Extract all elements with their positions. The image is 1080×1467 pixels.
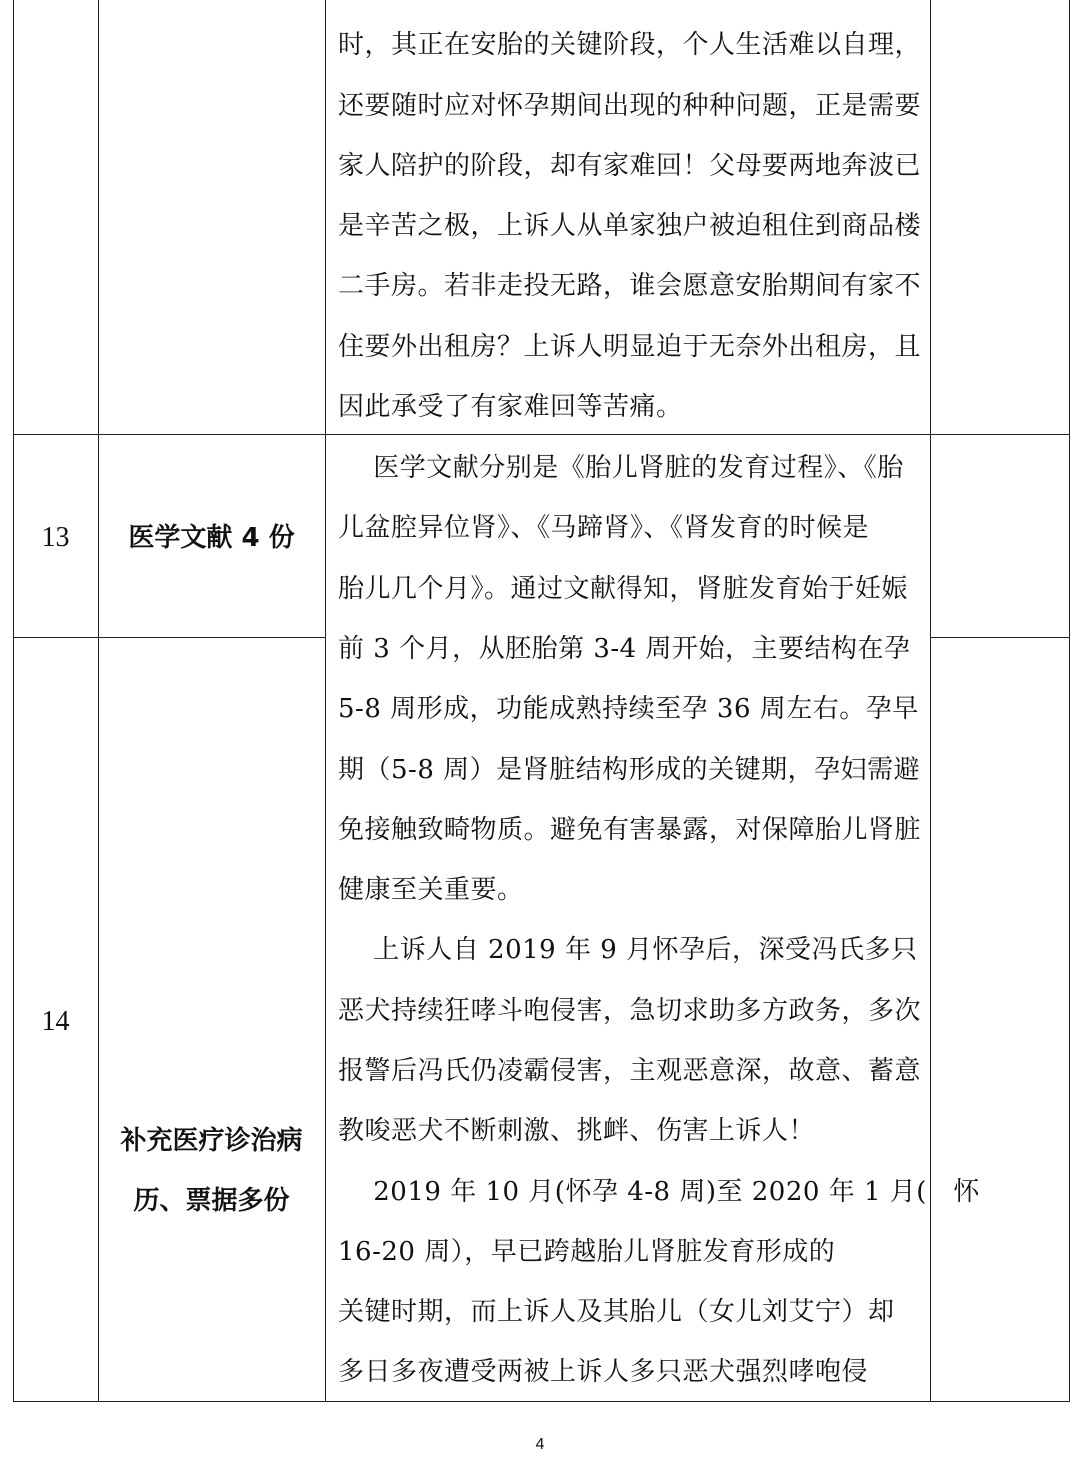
cell-text-line: 教唆恶犬不断刺激、挑衅、伤害上诉人！ (338, 1116, 816, 1146)
cell-text-line: 上诉人自 2019 年 9 月怀孕后，深受冯氏多只 (338, 935, 918, 965)
cell-text-line: 报警后冯氏仍凌霸侵害，主观恶意深，故意、蓄意 (338, 1056, 922, 1086)
cell-text-line: 多日多夜遭受两被上诉人多只恶犬强烈哮咆侵 (338, 1357, 869, 1387)
cell-text-line: 家人陪护的阶段，却有家难回！父母要两地奔波已 (338, 151, 922, 181)
table-border-left (13, 0, 14, 1402)
cell-text-line: 健康至关重要。 (338, 875, 524, 905)
cell-text-line: 胎儿几个月》。通过文献得知，肾脏发育始于妊娠 (338, 574, 909, 604)
cell-text-line: 是辛苦之极，上诉人从单家独户被迫租住到商品楼 (338, 211, 922, 241)
cell-text-line: 期（5-8 周）是肾脏结构形成的关键期，孕妇需避 (338, 755, 921, 785)
cell-text-line: 5-8 周形成，功能成熟持续至孕 36 周左右。孕早 (338, 694, 919, 724)
page-number: 4 (535, 1436, 545, 1453)
cell-text-line: 前 3 个月，从胚胎第 3-4 周开始，主要结构在孕 (338, 634, 911, 664)
cell-text-line: 因此承受了有家难回等苦痛。 (338, 392, 683, 422)
cell-text-line: 时，其正在安胎的关键阶段，个人生活难以自理， (338, 30, 922, 60)
row-title: 补充医疗诊治病 (120, 1126, 303, 1156)
row-number: 14 (41, 1006, 70, 1037)
cell-text-line: 儿盆腔异位肾》、《马蹄肾》、《肾发育的时候是 (338, 513, 870, 543)
cell-text-line: 还要随时应对怀孕期间出现的种种问题，正是需要 (338, 91, 922, 121)
cell-text-line: 医学文献分别是《胎儿肾脏的发育过程》、《胎 (338, 453, 904, 483)
cell-text-line: 二手房。若非走投无路，谁会愿意安胎期间有家不 (338, 271, 922, 301)
cell-text-line: 16-20 周），早已跨越胎儿肾脏发育形成的 (338, 1237, 836, 1267)
table-row-divider (930, 637, 1070, 638)
table-row-divider (13, 434, 1070, 435)
row-title: 医学文献 4 份 (128, 523, 295, 553)
table-column-divider (325, 0, 326, 1402)
cell-text-line: 恶犬持续狂哮斗咆侵害，急切求助多方政务，多次 (338, 996, 922, 1026)
row-number: 13 (41, 522, 70, 553)
table-border-bottom (13, 1401, 1070, 1402)
table-border-right (1069, 0, 1070, 1402)
cell-text-line: 关键时期，而上诉人及其胎儿（女儿刘艾宁）却 (338, 1297, 895, 1327)
cell-text-line: 住要外出租房？上诉人明显迫于无奈外出租房，且 (338, 332, 922, 362)
row-title: 历、票据多份 (133, 1186, 290, 1216)
table-row-divider (13, 637, 326, 638)
cell-text-line: 2019 年 10 月(怀孕 4-8 周)至 2020 年 1 月( 怀 (338, 1177, 980, 1207)
cell-text-line: 免接触致畸物质。避免有害暴露，对保障胎儿肾脏 (338, 815, 922, 845)
